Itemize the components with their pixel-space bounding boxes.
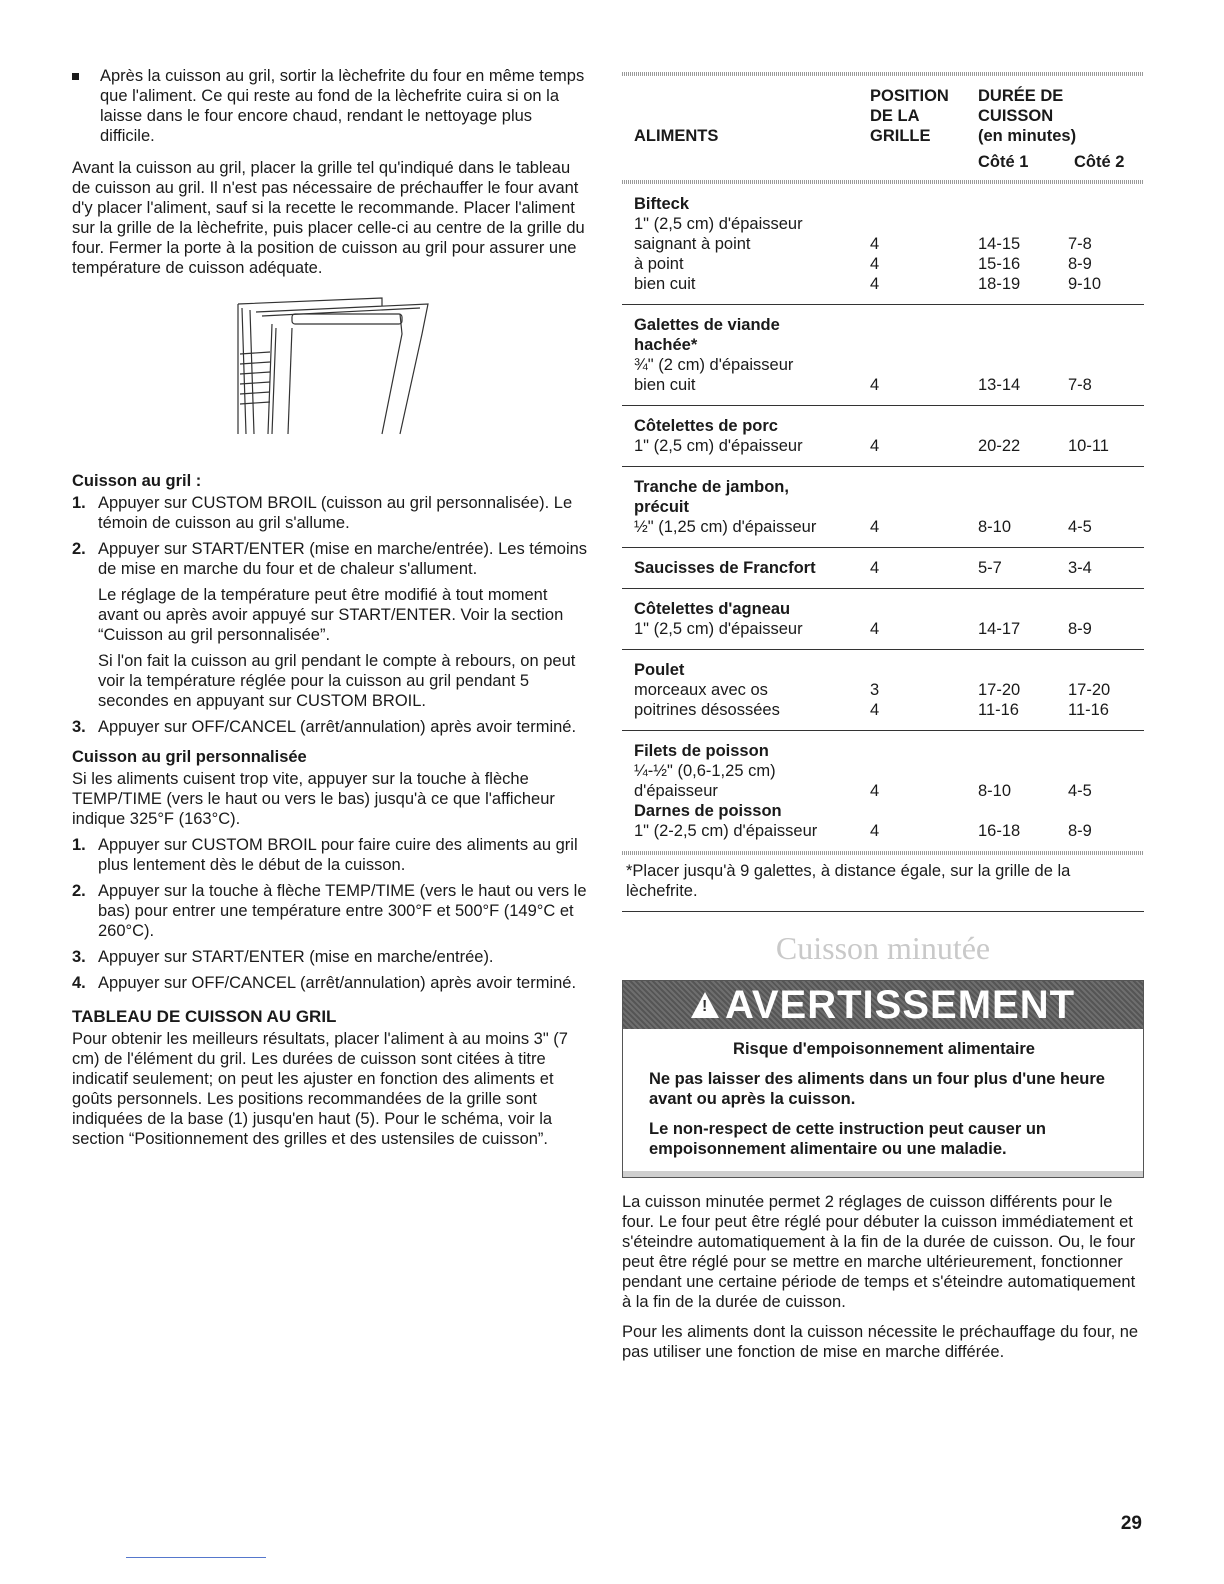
left-column <box>72 66 588 1159</box>
warning-word: AVERTISSEMENT <box>724 983 1076 1027</box>
table-row <box>622 589 1144 650</box>
warning-risk: Risque d'empoisonnement alimentaire <box>733 1040 1035 1058</box>
table-line <box>622 517 1144 537</box>
cell-side2: 8-9 <box>1068 255 1092 273</box>
broil-steps-list <box>72 493 588 737</box>
cell-food: bien cuit <box>634 376 696 394</box>
cell-side1: 15-16 <box>978 255 1021 273</box>
cell-food: d'épaisseur <box>634 782 718 800</box>
table-row <box>622 548 1144 589</box>
list-item: 2. Appuyer sur START/ENTER (mise en marche/entrée). Les témoins de mise en marche du four et de chaleur s'allument. Le réglage de la température peut être modifié à tout moment avant ou après avoir appuyé sur START/ENTER. Voir la section “Cuisson au gril personnalisée”. Si l'on fait la cuisson au gril pendant le compte à rebours, on peut voir la température réglée pour la cuisson au gril pendant 5 secondes en appuyant sur CUSTOM BROIL. <box>72 540 588 710</box>
cell-food: ¼-½" (0,6-1,25 cm) <box>634 762 776 780</box>
warning-body <box>623 1029 1143 1177</box>
cell-side1: 17-20 <box>978 681 1021 699</box>
list-item: 2. Appuyer sur la touche à flèche TEMP/TIME (vers le haut ou vers le bas) pour entrer une température entre 300°F et 500°F (149°C et 260°C). <box>72 882 587 940</box>
cell-food: Saucisses de Francfort <box>634 559 816 577</box>
table-line <box>622 619 1144 639</box>
cell-food: Côtelettes d'agneau <box>634 600 791 618</box>
cell-food: Darnes de poisson <box>634 802 782 820</box>
col-header-duree-1: DURÉE DE <box>978 87 1064 105</box>
table-header <box>622 76 1144 180</box>
cell-position: 4 <box>870 437 880 455</box>
cell-food: saignant à point <box>634 235 751 253</box>
cell-side1: 8-10 <box>978 782 1012 800</box>
cell-side1: 11-16 <box>978 701 1019 719</box>
cell-side2: 7-8 <box>1068 235 1092 253</box>
cell-food: Bifteck <box>634 195 690 213</box>
cell-side2: 9-10 <box>1068 275 1102 293</box>
cell-food: morceaux avec os <box>634 681 768 699</box>
table-line <box>622 194 1144 214</box>
section-title: Cuisson minutée <box>775 930 991 966</box>
timed-cook-paragraph: La cuisson minutée permet 2 réglages de cuisson différents pour le four. Le four peut être réglé pour débuter la cuisson immédiatement et s'éteindre automatiquement à la fin de la durée de cuisson. Ou, le four peut être réglé pour se mettre en marche ultérieurement, fonctionner pendant une certaine période de temps et s'éteindre automatiquement à la fin de la durée de cuisson. <box>622 1193 1136 1311</box>
cell-side2: 4-5 <box>1068 518 1092 536</box>
list-item: 3. Appuyer sur START/ENTER (mise en marche/entrée). <box>72 948 494 966</box>
list-item: 3. Appuyer sur OFF/CANCEL (arrêt/annulation) après avoir terminé. <box>72 718 577 736</box>
cell-position: 4 <box>870 782 880 800</box>
table-line <box>622 214 1144 234</box>
table-intro: Pour obtenir les meilleurs résultats, placer l'aliment à au moins 3" (7 cm) de l'élément du gril. Les durées de cuisson sont citées à titre indicatif seulement; on peut les ajuster en fonction des aliments et goûts personnels. Les positions recommandées de la grille sont indiquées de la base (1) jusqu'en haut (5). Pour le schéma, voir la section “Positionnement des grilles et des ustensiles de cuisson”. <box>72 1030 568 1148</box>
col-header-cote1: Côté 1 <box>978 153 1029 171</box>
cell-position: 4 <box>870 275 880 293</box>
warning-line: Ne pas laisser des aliments dans un four plus d'une heure avant ou après la cuisson. <box>649 1070 1105 1108</box>
table-line <box>622 477 1144 497</box>
warning-triangle-icon <box>691 992 719 1018</box>
table-line <box>622 660 1144 680</box>
cell-position: 4 <box>870 376 880 394</box>
cell-side1: 16-18 <box>978 822 1021 840</box>
table-line <box>622 416 1144 436</box>
cell-food: ½" (1,25 cm) d'épaisseur <box>634 518 817 536</box>
cell-position: 4 <box>870 559 880 577</box>
list-item: 1. Appuyer sur CUSTOM BROIL (cuisson au gril personnalisée). Le témoin de cuisson au gril s'allume. <box>72 494 573 532</box>
cell-side2: 8-9 <box>1068 620 1092 638</box>
table-line <box>622 335 1144 355</box>
table-row <box>622 731 1144 851</box>
col-header-cote2: Côté 2 <box>1074 153 1125 171</box>
warning-banner <box>623 981 1143 1029</box>
broil-heading: Cuisson au gril : <box>72 472 202 490</box>
step-note: Le réglage de la température peut être modifié à tout moment avant ou après avoir appuyé sur START/ENTER. Voir la section “Cuisson au gril personnalisée”. <box>98 586 564 644</box>
cell-side1: 14-15 <box>978 235 1021 253</box>
cell-food: 1" (2-2,5 cm) d'épaisseur <box>634 822 818 840</box>
cell-position: 4 <box>870 822 880 840</box>
table-line <box>622 274 1144 294</box>
cell-side1: 8-10 <box>978 518 1012 536</box>
cell-food: Galettes de viande <box>634 316 780 334</box>
cell-food: poitrines désossées <box>634 701 780 719</box>
warning-box <box>622 980 1144 1178</box>
cell-position: 4 <box>870 518 880 536</box>
cell-food: 1" (2,5 cm) d'épaisseur <box>634 437 803 455</box>
cell-food: Côtelettes de porc <box>634 417 778 435</box>
table-line <box>622 315 1144 335</box>
col-header-duree-3: (en minutes) <box>978 127 1077 145</box>
cell-side2: 8-9 <box>1068 822 1092 840</box>
cell-food: ¾" (2 cm) d'épaisseur <box>634 356 794 374</box>
cell-position: 4 <box>870 255 880 273</box>
table-line <box>622 234 1144 254</box>
table-line <box>622 355 1144 375</box>
cell-food: Poulet <box>634 661 685 679</box>
cell-side1: 13-14 <box>978 376 1021 394</box>
cell-food: 1" (2,5 cm) d'épaisseur <box>634 620 803 638</box>
table-line <box>622 761 1144 781</box>
cell-side2: 3-4 <box>1068 559 1092 577</box>
table-line <box>622 254 1144 274</box>
table-heading: TABLEAU DE CUISSON AU GRIL <box>72 1007 337 1026</box>
intro-paragraph: Avant la cuisson au gril, placer la grille tel qu'indiqué dans le tableau de cuisson au gril. Il n'est pas nécessaire de préchauffer le four avant d'y placer l'aliment, sauf si la recette le recommande. Placer l'aliment sur la grille de la lèchefrite, puis placer celle-ci au centre de la grille du four. Fermer la porte à la position de cuisson au gril pour assurer une température de cuisson adéquate. <box>72 159 585 277</box>
table-row <box>622 305 1144 406</box>
cell-side2: 10-11 <box>1068 437 1109 455</box>
table-line <box>622 497 1144 517</box>
cell-food: Tranche de jambon, <box>634 478 789 496</box>
table-line <box>622 558 1144 578</box>
table-line <box>622 821 1144 841</box>
warning-line: Le non-respect de cette instruction peut causer un empoisonnement alimentaire ou une maladie. <box>649 1120 1046 1158</box>
timed-cook-paragraph: Pour les aliments dont la cuisson nécessite le préchauffage du four, ne pas utiliser une fonction de mise en marche différée. <box>622 1323 1139 1361</box>
table-row <box>622 650 1144 731</box>
cell-side1: 5-7 <box>978 559 1002 577</box>
cell-food: précuit <box>634 498 690 516</box>
bullet-item <box>72 66 588 146</box>
col-header-position-2: DE LA <box>870 107 920 125</box>
table-row <box>622 467 1144 548</box>
cell-side2: 4-5 <box>1068 782 1092 800</box>
cell-side2: 7-8 <box>1068 376 1092 394</box>
table-line <box>622 741 1144 761</box>
table-line <box>622 801 1144 821</box>
custom-broil-heading: Cuisson au gril personnalisée <box>72 748 307 766</box>
cell-position: 3 <box>870 681 880 699</box>
custom-steps-list <box>72 835 588 993</box>
cell-food: à point <box>634 255 684 273</box>
cell-position: 4 <box>870 701 880 719</box>
table-line <box>622 680 1144 700</box>
table-row <box>622 406 1144 467</box>
col-header-position-3: GRILLE <box>870 127 931 145</box>
table-row <box>622 184 1144 305</box>
cell-side1: 14-17 <box>978 620 1021 638</box>
table-line <box>622 599 1144 619</box>
col-header-aliments: ALIMENTS <box>634 127 719 145</box>
col-header-duree-2: CUISSON <box>978 107 1054 125</box>
cell-side2: 11-16 <box>1068 701 1109 719</box>
col-header-position-1: POSITION <box>870 87 949 105</box>
cell-side1: 18-19 <box>978 275 1021 293</box>
cell-position: 4 <box>870 620 880 638</box>
table-footnote: *Placer jusqu'à 9 galettes, à distance égale, sur la grille de la lèchefrite. <box>622 855 1144 912</box>
table-body <box>622 184 1144 851</box>
cell-food: bien cuit <box>634 275 696 293</box>
custom-broil-intro: Si les aliments cuisent trop vite, appuyer sur la touche à flèche TEMP/TIME (vers le haut ou vers le bas) jusqu'à ce que l'afficheur indique 325°F (163°C). <box>72 770 555 828</box>
page-number: 29 <box>1120 1513 1142 1534</box>
cell-position: 4 <box>870 235 880 253</box>
table-line <box>622 375 1144 395</box>
bullet-square-icon <box>72 73 79 80</box>
cell-food: hachée* <box>634 336 698 354</box>
cell-side1: 20-22 <box>978 437 1021 455</box>
cell-side2: 17-20 <box>1068 681 1111 699</box>
table-line <box>622 781 1144 801</box>
cell-food: Filets de poisson <box>634 742 769 760</box>
divider <box>126 1557 266 1558</box>
table-line <box>622 700 1144 720</box>
table-line <box>622 436 1144 456</box>
bullet-text: Après la cuisson au gril, sortir la lèchefrite du four en même temps que l'aliment. Ce qui reste au fond de la lèchefrite cuira si on la laisse dans le four encore chaud, rendant le nettoyage plus difficile. <box>100 67 585 145</box>
list-item: 4. Appuyer sur OFF/CANCEL (arrêt/annulation) après avoir terminé. <box>72 974 577 992</box>
list-item: 1. Appuyer sur CUSTOM BROIL pour faire cuire des aliments au gril plus lentement dès le début de la cuisson. <box>72 836 578 874</box>
cell-food: 1" (2,5 cm) d'épaisseur <box>634 215 803 233</box>
right-column <box>622 72 1144 1372</box>
oven-door-broil-illustration-icon <box>232 294 432 444</box>
step-note: Si l'on fait la cuisson au gril pendant le compte à rebours, on peut voir la température réglée pour la cuisson au gril pendant 5 secondes en appuyant sur CUSTOM BROIL. <box>98 652 576 710</box>
